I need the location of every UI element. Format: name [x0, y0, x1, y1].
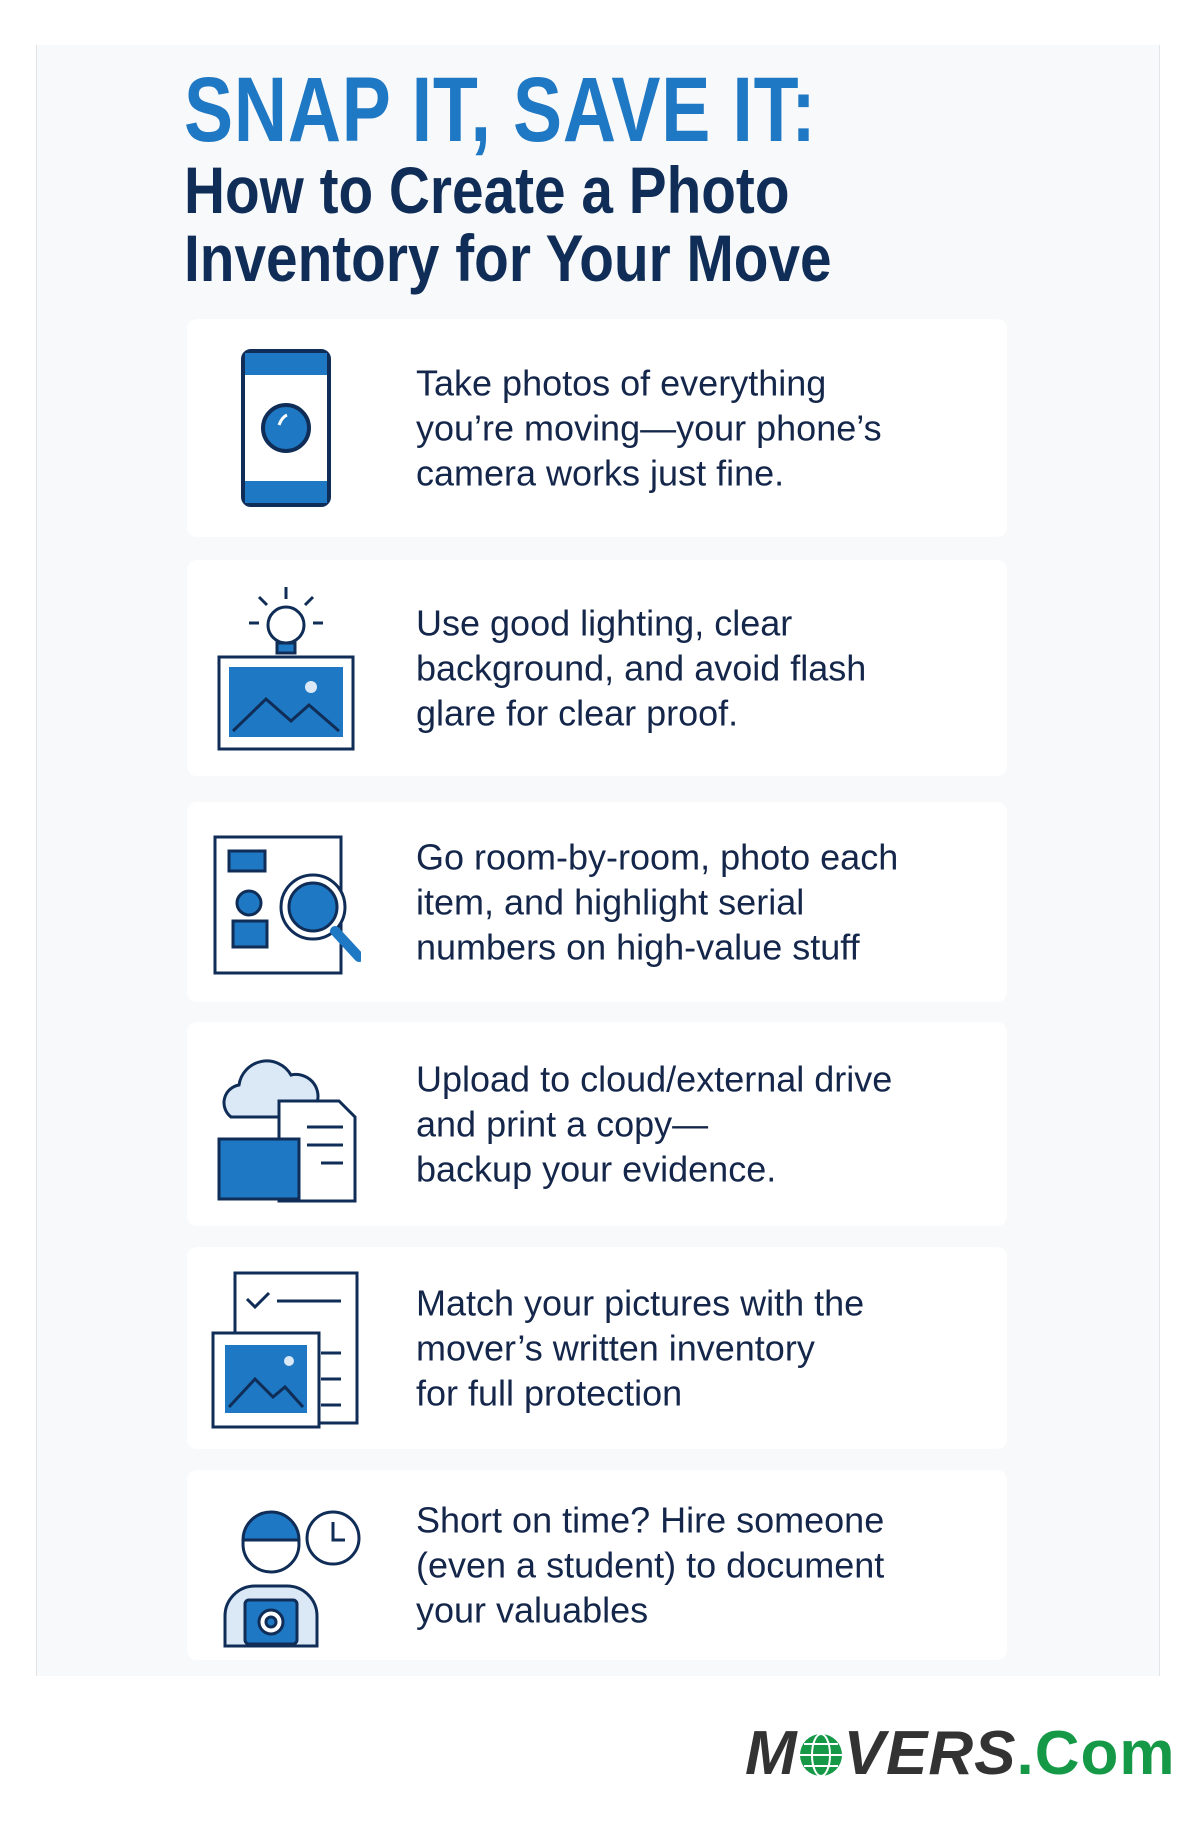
step-card-1 [187, 319, 1007, 537]
phone-camera-icon [211, 343, 361, 513]
photographer-clock-icon [211, 1480, 361, 1650]
step-card-4 [187, 1022, 1007, 1226]
step-card-3 [187, 802, 1007, 1002]
step-card-6 [187, 1470, 1007, 1660]
step-text: Use good lighting, clear background, and avoid flash glare for clear proof. [416, 602, 867, 734]
step-card-2 [187, 560, 1007, 776]
logo-vers: VERS [843, 1719, 1017, 1788]
step-card-5 [187, 1247, 1007, 1449]
subtitle-line-1: How to Create a Photo [184, 153, 790, 227]
globe-icon [798, 1732, 844, 1778]
step-text: Go room-by-room, photo each item, and highlight serial numbers on high-value stuff [416, 836, 899, 968]
step-text: Take photos of everything you’re moving—your phone’s camera works just fine. [416, 362, 882, 494]
room-magnifier-icon [211, 817, 361, 987]
main-title: SNAP IT, SAVE IT: [184, 59, 817, 161]
step-text: Short on time? Hire someone (even a student) to document your valuables [416, 1499, 885, 1631]
cloud-folder-document-icon [211, 1039, 361, 1209]
lightbulb-picture-icon [211, 583, 361, 753]
movers-com-logo [745, 1718, 1176, 1788]
logo-com: .Com [1016, 1719, 1176, 1788]
step-text: Match your pictures with the mover’s written inventory for full protection [416, 1282, 865, 1414]
logo-m: M [745, 1719, 798, 1788]
subtitle-line-2: Inventory for Your Move [184, 221, 832, 295]
step-text: Upload to cloud/external drive and print a copy— backup your evidence. [416, 1058, 893, 1190]
checklist-picture-icon [211, 1263, 361, 1433]
